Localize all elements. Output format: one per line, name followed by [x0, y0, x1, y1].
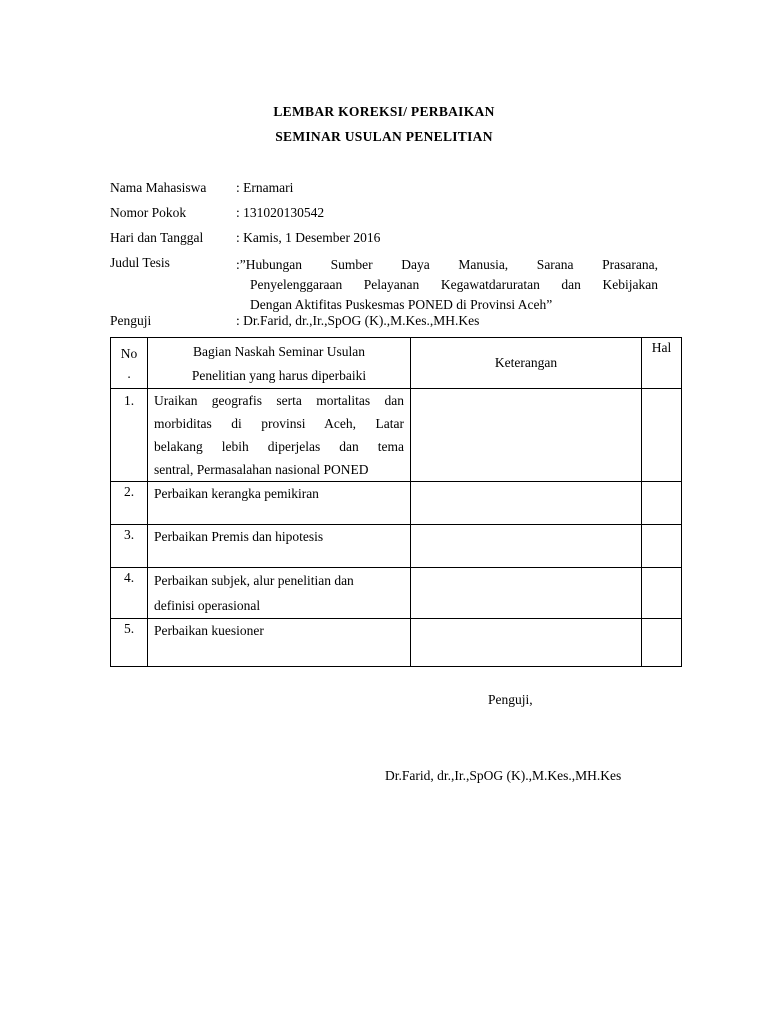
table-header-row: [111, 338, 682, 389]
table-row: [111, 482, 682, 525]
tanggal-label: Hari dan Tanggal: [110, 230, 204, 245]
header-bagian-line-2: Penelitian yang harus diperbaiki: [191, 368, 367, 383]
row-text-line: Uraikan geografis serta mortalitas dan: [154, 393, 404, 408]
signature-name: Dr.Farid, dr.,Ir.,SpOG (K).,M.Kes.,MH.Kes: [385, 768, 622, 783]
row-bagian: [148, 568, 411, 619]
header-no-dot: .: [127, 366, 131, 381]
document-subtitle: SEMINAR USULAN PENELITIAN: [275, 129, 493, 144]
table-row: [111, 389, 682, 482]
judul-value: [236, 255, 658, 315]
row-hal: [642, 568, 682, 619]
correction-table: [110, 337, 682, 667]
header-bagian-line-1: Bagian Naskah Seminar Usulan: [192, 344, 366, 359]
judul-label: Judul Tesis: [110, 255, 170, 270]
row-bagian: Perbaikan Premis dan hipotesis: [148, 525, 411, 568]
row-bagian: Perbaikan kuesioner: [148, 619, 411, 667]
row-keterangan: [411, 619, 642, 667]
header-bagian: [148, 338, 411, 389]
row-keterangan: [411, 525, 642, 568]
row-text-line: sentral, Permasalahan nasional PONED: [154, 462, 369, 477]
penguji-value: : Dr.Farid, dr.,Ir.,SpOG (K).,M.Kes.,MH.Kes: [236, 313, 480, 328]
nama-value: : Ernamari: [236, 180, 294, 195]
nomor-label: Nomor Pokok: [110, 205, 187, 220]
row-hal: [642, 525, 682, 568]
signature-label: Penguji,: [488, 692, 533, 707]
row-text-line: Perbaikan subjek, alur penelitian dan: [154, 573, 354, 588]
row-no: 4.: [111, 568, 148, 619]
table-row: [111, 568, 682, 619]
row-hal: [642, 389, 682, 482]
row-keterangan: [411, 389, 642, 482]
judul-line-3: Dengan Aktifitas Puskesmas PONED di Provinsi Aceh”: [250, 297, 553, 312]
row-hal: [642, 482, 682, 525]
row-text-line: belakang lebih diperjelas dan tema: [154, 439, 404, 454]
row-keterangan: [411, 568, 642, 619]
penguji-label: Penguji: [110, 313, 152, 328]
row-bagian: [148, 389, 411, 482]
row-no: 1.: [111, 389, 148, 482]
document-title: LEMBAR KOREKSI/ PERBAIKAN: [273, 104, 495, 119]
judul-line-1: :”Hubungan Sumber Daya Manusia, Sarana Prasarana,: [236, 257, 658, 272]
header-keterangan: Keterangan: [411, 338, 642, 389]
header-no-text: No: [120, 346, 138, 361]
table-row: [111, 619, 682, 667]
tanggal-value: : Kamis, 1 Desember 2016: [236, 230, 381, 245]
row-no: 5.: [111, 619, 148, 667]
row-hal: [642, 619, 682, 667]
row-text-line: morbiditas di provinsi Aceh, Latar: [154, 416, 404, 431]
row-text-line: definisi operasional: [154, 598, 261, 613]
nama-label: Nama Mahasiswa: [110, 180, 207, 195]
row-no: 2.: [111, 482, 148, 525]
judul-line-2: Penyelenggaraan Pelayanan Kegawatdaruratan dan Kebijakan: [250, 277, 658, 292]
row-no: 3.: [111, 525, 148, 568]
table-row: [111, 525, 682, 568]
header-no: [111, 338, 148, 389]
nomor-value: : 131020130542: [236, 205, 325, 220]
row-keterangan: [411, 482, 642, 525]
row-bagian: Perbaikan kerangka pemikiran: [148, 482, 411, 525]
header-hal: Hal: [642, 338, 682, 389]
